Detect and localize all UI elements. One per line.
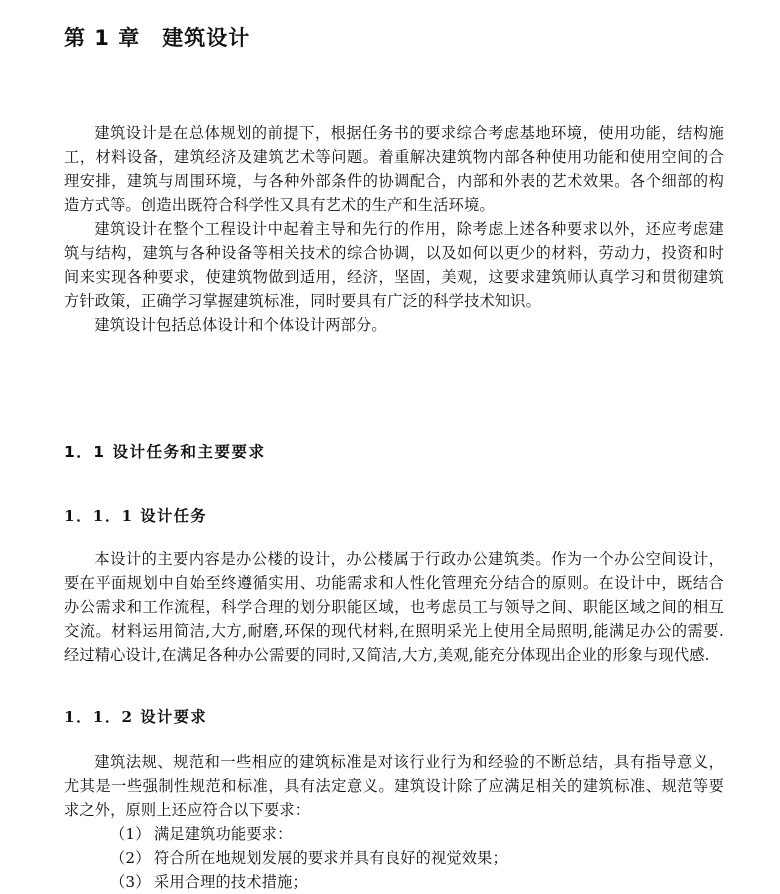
chapter-name: 建筑设计 <box>162 26 251 50</box>
design-requirements-paragraph: 建筑法规、规范和一些相应的建筑标准是对该行业行为和经验的不断总结，具有指导意义，尤其是一些强制性规范和标准，具有法定意义。建筑设计除了应满足相关的建筑标准、规范等要求之外，原则上还应符合以下要求： <box>64 753 724 819</box>
design-task-paragraph: 本设计的主要内容是办公楼的设计，办公楼属于行政办公建筑类。作为一个办公空间设计，要在平面规划中自始至终遵循实用、功能需求和人性化管理充分结合的原则。在设计中，既结合办公需求和工作流程，科学合理的划分职能区域，也考虑员工与领导之间、职能区域之间的相互交流。材料运用简洁,大方,耐磨,环保的现代材料,在照明采光上使用全局照明,能满足办公的需要.经过精心设计,在满足各种办公需要的同时,又简洁,大方,美观,能充分体现出企业的形象与现代感. <box>64 550 724 664</box>
list-item <box>64 846 724 870</box>
section-1-1-2-body <box>64 750 724 894</box>
section-heading-1-1-1: 1．1．1 设计任务 <box>64 507 208 525</box>
chapter-number: 第 1 章 <box>64 26 141 50</box>
intro-paragraph-2: 建筑设计在整个工程设计中起着主导和先行的作用，除考虑上述各种要求以外，还应考虑建筑与结构，建筑与各种设备等相关技术的综合协调，以及如何以更少的材料，劳动力，投资和时间来实现各种要求，使建筑物做到适用，经济，坚固，美观，这要求建筑师认真学习和贯彻建筑方针政策，正确学习掌握建筑标准，同时要具有广泛的科学技术知识。 <box>64 220 724 310</box>
requirements-list <box>64 822 724 894</box>
chapter-title <box>64 22 250 52</box>
section-heading-1-1-2: 1．1．2 设计要求 <box>64 708 208 726</box>
list-item <box>64 870 724 894</box>
list-item-text: 符合所在地规划发展的要求并具有良好的视觉效果； <box>154 849 508 867</box>
list-item-text: 满足建筑功能要求： <box>154 825 293 843</box>
intro-section <box>64 121 724 337</box>
list-item <box>64 822 724 846</box>
intro-paragraph-3: 建筑设计包括总体设计和个体设计两部分。 <box>94 316 387 334</box>
list-item-text: 采用合理的技术措施； <box>154 873 308 891</box>
list-item-number: （1） <box>110 825 151 843</box>
list-item-number: （3） <box>110 873 151 891</box>
section-heading-1-1: 1．1 设计任务和主要要求 <box>64 443 266 461</box>
list-item-number: （2） <box>110 849 151 867</box>
intro-paragraph-1: 建筑设计是在总体规划的前提下，根据任务书的要求综合考虑基地环境，使用功能，结构施工，材料设备，建筑经济及建筑艺术等问题。着重解决建筑物内部各种使用功能和使用空间的合理安排，建筑与周围环境，与各种外部条件的协调配合，内部和外表的艺术效果。各个细部的构造方式等。创造出既符合科学性又具有艺术的生产和生活环境。 <box>64 124 724 214</box>
section-1-1-1-body <box>64 547 724 667</box>
